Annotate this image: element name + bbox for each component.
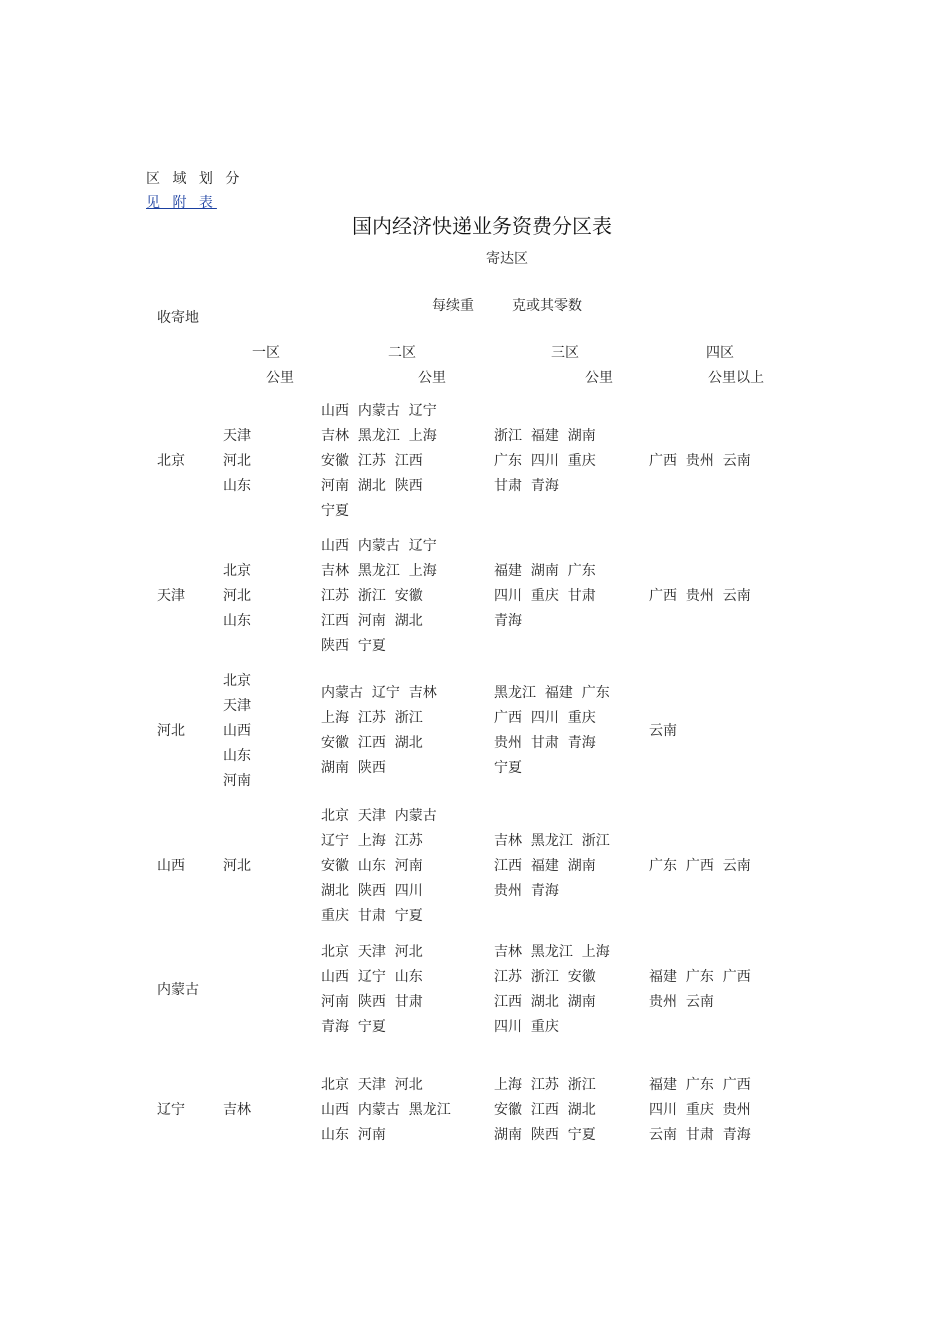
province-line: 山东 河南 [321,1126,386,1143]
province-line: 山东 [223,747,251,764]
province-line: 河北 [223,857,251,874]
zone-3-cell [494,940,610,1040]
zone-1-cell [223,854,251,879]
province-line: 浙江 福建 湖南 [494,427,596,444]
zone-1-header: 一区 [252,345,280,361]
weight-note-part-2: 克或其零数 [512,298,582,314]
zone-2-cell [321,940,423,1040]
zone-1-cell [223,559,251,634]
province-line: 山东 [223,612,251,629]
province-line: 陕西 宁夏 [321,637,386,654]
province-line: 江西 湖北 湖南 [494,994,596,1010]
province-line: 上海 江苏 浙江 [494,1076,596,1093]
province-line: 河南 湖北 陕西 [321,477,423,494]
province-line: 黑龙江 福建 广东 [494,685,610,701]
province-line: 广西 贵州 云南 [649,452,751,469]
zone-3-cell [494,681,610,781]
province-line: 内蒙古 辽宁 吉林 [321,685,437,701]
province-line: 上海 江苏 浙江 [321,710,423,726]
province-line: 天津 [223,697,251,714]
province-line: 贵州 青海 [494,882,559,899]
province-line: 河南 [223,772,251,789]
province-line: 贵州 云南 [649,994,714,1010]
zone-3-cell [494,424,596,499]
province-line: 宁夏 [321,502,349,519]
appendix-link[interactable] [146,192,217,212]
province-line: 广东 四川 重庆 [494,452,596,469]
zone-2-cell [321,399,437,524]
province-line: 贵州 甘肃 青海 [494,735,596,751]
province-line: 北京 [223,562,251,579]
province-line: 宁夏 [494,760,522,776]
zone-4-cell [649,965,751,1015]
province-line: 甘肃 青海 [494,477,559,494]
origin-column-header: 收寄地 [157,310,199,326]
province-line: 安徽 山东 河南 [321,857,423,874]
province-line: 重庆 甘肃 宁夏 [321,907,423,924]
province-line: 四川 重庆 甘肃 [494,587,596,604]
origin-cell: 天津 [157,587,185,604]
province-line: 广西 四川 重庆 [494,710,596,726]
zone-3-cell [494,829,610,904]
province-line: 河北 [223,452,251,469]
province-line: 云南 [649,722,677,739]
province-line: 江西 河南 湖北 [321,612,423,629]
zone-2-distance: 公里 [418,370,446,386]
province-line: 湖北 陕西 四川 [321,882,423,899]
zone-3-cell [494,1073,596,1148]
origin-cell: 辽宁 [157,1101,185,1118]
zone-4-cell [649,449,751,474]
province-line: 辽宁 上海 江苏 [321,832,423,849]
zone-2-cell [321,804,437,929]
province-line: 福建 湖南 广东 [494,562,596,579]
zone-4-distance: 公里以上 [708,370,764,386]
appendix-link-text[interactable]: 见 附 表 [146,195,217,211]
province-line: 吉林 黑龙江 上海 [321,427,437,444]
zone-2-cell [321,681,437,781]
province-line: 青海 [494,612,522,629]
zone-2-cell [321,1073,451,1148]
zone-1-cell [223,424,251,499]
province-line: 青海 宁夏 [321,1019,386,1035]
province-line: 天津 [223,427,251,444]
province-line: 广东 广西 云南 [649,857,751,874]
province-line: 北京 天津 河北 [321,1076,423,1093]
province-line: 四川 重庆 [494,1019,559,1035]
zone-4-cell [649,854,751,879]
province-line: 湖南 陕西 宁夏 [494,1126,596,1143]
province-line: 安徽 江苏 江西 [321,452,423,469]
zone-4-cell [649,1073,751,1148]
province-line: 山西 内蒙古 黑龙江 [321,1101,451,1118]
origin-cell: 山西 [157,857,185,874]
province-line: 北京 天津 内蒙古 [321,807,437,824]
zone-1-distance: 公里 [266,370,294,386]
province-line: 福建 广东 广西 [649,1076,751,1093]
province-line: 山西 内蒙古 辽宁 [321,402,437,419]
province-line: 湖南 陕西 [321,760,386,776]
zone-1-cell [223,669,251,794]
province-line: 安徽 江西 湖北 [321,735,423,751]
zone-4-header: 四区 [706,345,734,361]
province-line: 北京 [223,672,251,689]
province-line: 山西 辽宁 山东 [321,969,423,985]
page-title: 国内经济快递业务资费分区表 [352,214,612,238]
zone-2-cell [321,534,437,659]
province-line: 广西 贵州 云南 [649,587,751,604]
province-line: 山西 [223,722,251,739]
destination-zone-label: 寄达区 [486,251,528,267]
origin-cell: 河北 [157,722,185,739]
province-line: 北京 天津 河北 [321,944,423,960]
province-line: 山东 [223,477,251,494]
zone-2-header: 二区 [388,345,416,361]
province-line: 吉林 黑龙江 上海 [321,562,437,579]
origin-cell: 内蒙古 [157,981,199,998]
province-line: 云南 甘肃 青海 [649,1126,751,1143]
province-line: 四川 重庆 贵州 [649,1101,751,1118]
province-line: 河南 陕西 甘肃 [321,994,423,1010]
province-line: 山西 内蒙古 辽宁 [321,537,437,554]
zone-3-header: 三区 [551,345,579,361]
zone-1-cell [223,1098,251,1123]
origin-cell: 北京 [157,452,185,469]
province-line: 福建 广东 广西 [649,969,751,985]
zone-3-cell [494,559,596,634]
weight-note-part-1: 每续重 [432,298,474,314]
province-line: 吉林 黑龙江 上海 [494,944,610,960]
zone-4-cell [649,584,751,609]
province-line: 安徽 江西 湖北 [494,1101,596,1118]
zone-4-cell [649,719,677,744]
header-line-1: 区 域 划 分 [146,171,244,187]
zone-3-distance: 公里 [585,370,613,386]
province-line: 江苏 浙江 安徽 [494,969,596,985]
province-line: 吉林 [223,1101,251,1118]
province-line: 吉林 黑龙江 浙江 [494,832,610,849]
province-line: 河北 [223,587,251,604]
province-line: 江西 福建 湖南 [494,857,596,874]
province-line: 江苏 浙江 安徽 [321,587,423,604]
